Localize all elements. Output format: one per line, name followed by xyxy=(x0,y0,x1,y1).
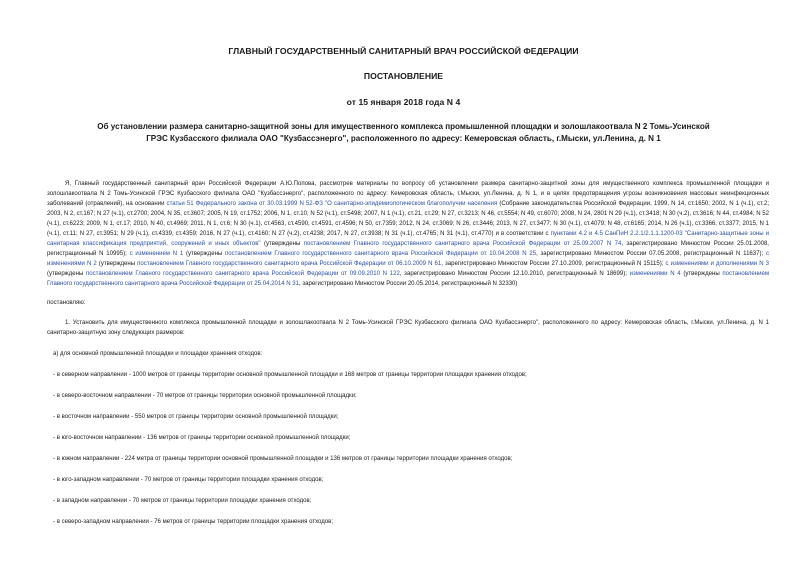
preamble-text: , зарегистрировано Минюстом России 07.05.2008, регистрационный N 11637); xyxy=(536,250,766,257)
document-title: Об установлении размера санитарно-защитной зоны для имущественного комплекса промышленной площадки и золошлакоотвала N 2 Томь-Усинской ГРЭС Кузбасского филиала ОАО "Кузбассэнерго", расположенного по адресу: Кемеровская область, г.Мыски, ул.Ленина, д. N 1 xyxy=(97,122,710,144)
document-type: ПОСТАНОВЛЕНИЕ xyxy=(363,71,444,81)
list-item: - в юго-восточном направлении - 136 метров от границы территории основной промышленной площадки; xyxy=(53,435,351,442)
clause-1: 1. Установить для имущественного комплекса промышленной площадки и золошлакоотвала N 2 Томь-Усинской ГРЭС Кузбасского филиала ОАО Кузбассэнерго", расположенного по адресу: Кемеровская область, г.Мыски, ул.Ленина, д. N 1 санитарно-защитную зону следующих размеров: xyxy=(47,320,769,337)
sanpin-link[interactable]: пунктами 4.2 и 4.5 СанПиН 2.2.1/2.1.1.1200-03 "Санитарно-защитные зоны и санитарная классификация предприятий, сооружений и иных объектов" xyxy=(47,230,769,247)
preamble-text: (Собрание законодательства Российской Федерации, 1999, N 14, ст.1650; 2002, N 1 (ч.1), ст.2; 2003, N 2, ст.167; N 27 (ч.1), ст.2700; 2004, N 35, ст.3607; 2005, N 19, ст.1752; 2006, N 1, ст.10; N 52 (ч.1), ст.5498; 2007, N 1 (ч.1), ст.21, ст.29; N 27, ст.3213; N 46, ст.5554; N 49, ст.6070; 2008, N 24, 2801 N 29 (ч.1), ст.3418; N 30 (ч.2), ст.3616; N 44, ст.4984; N 52 (ч.1), ст.6223; 2009, N 1, ст.17; 2010, N 40, ст.4969; 2011, N 1, ст.6; N 30 (ч.1), ст.4563, ст.4590, ст.4591, ст.4596; N 50, ст.7359; 2012, N 24, ст.3069; N 26, ст.3446; 2013, N 27, ст.3477; N 30 (ч.1), ст.4079; N 48, ст.6165; 2014, N 26 (ч.1), ст.3366, ст.3377; 2015, N 1 (ч.1), ст.11; N 27, ст.3951; N 29 (ч.1), ст.4339, ст.4359; 2016, N 27 (ч.1), ст.4160; N 27 (ч.2), ст.4238; 2017, N 27, ст.3938; N 31 (ч.1), ст.4765; N 31 (ч.1), ст.4770) и в соответствии с xyxy=(47,200,770,237)
list-item: - в юго-западном направлении - 70 метров от границы территории площадки хранения отходов; xyxy=(53,477,324,484)
document-body xyxy=(47,180,769,528)
issuer-heading: ГЛАВНЫЙ ГОСУДАРСТВЕННЫЙ САНИТАРНЫЙ ВРАЧ РОССИЙСКОЙ ФЕДЕРАЦИИ xyxy=(228,46,579,56)
preamble-text: Я, Главный государственный санитарный врач Российской Федерации А.Ю.Попова, рассмотрев материалы по вопросу об установлении размера санитарно-защитной зоны для имущественного комплекса промышленной площадки и золошлакоотвала N 2 Томь-Усинской ГРЭС Кузбасского филиала ОАО "Кузбассэнерго", расположенного по адресу: Кемеровская область, г.Мыски, ул.Ленина, д. N 1, и в целях предотвращения угрозы возникновения массовых неинфекционных заболеваний (отравлений), на основании xyxy=(47,181,769,207)
list-item: - в южном направлении - 224 метра от границы территории основной промышленной площадки и 136 метров от границы территории площадки хранения отходов; xyxy=(53,456,513,463)
list-item: - в северном направлении - 1000 метров от границы территории основной промышленной площадки и 168 метров от границы территории площадки хранения отходов; xyxy=(53,372,527,379)
list-item: - в западном направлении - 70 метров от границы территории площадки хранения отходов; xyxy=(53,498,312,505)
resolution-link[interactable]: постановлением Главного государственного санитарного врача Российской Федерации от 25.09.2007 N 74 xyxy=(303,240,622,247)
resolution-link[interactable]: постановлением Главного государственного санитарного врача Российской Федерации от 25.04.2014 N 31 xyxy=(47,270,769,287)
preamble-text: (утверждены xyxy=(680,270,723,277)
amendment-link[interactable]: с изменениями и дополнениями N 3 xyxy=(665,260,769,267)
resolution-link[interactable]: постановлением Главного государственного санитарного врача Российской Федерации от 09.09.2010 N 122 xyxy=(86,270,400,277)
law-link[interactable]: статьи 51 Федерального закона от 30.03.1999 N 52-ФЗ "О санитарно-эпидемиологическом благополучии населения xyxy=(166,200,498,207)
subclause-a: а) для основной промышленной площадки и площадки хранения отходов: xyxy=(53,351,263,358)
resolution-link[interactable]: постановлением Главного государственного санитарного врача Российской Федерации от 06.10.2009 N 61 xyxy=(137,260,442,267)
preamble-text: , зарегистрировано Минюстом России 27.10.2009, регистрационный N 15115); xyxy=(441,260,666,267)
amendment-link[interactable]: изменениями N 4 xyxy=(629,270,681,277)
preamble-text: (утверждены xyxy=(260,240,304,247)
amendment-link[interactable]: с изменениями N 2 xyxy=(47,250,769,267)
list-item: - в северо-западном направлении - 76 метров от границы территории площадки хранения отходов; xyxy=(53,518,334,525)
list-item: - в северо-восточном направлении - 70 метров от границы территории основной промышленной площадки; xyxy=(53,393,357,400)
resolve-word: постановляю: xyxy=(47,300,86,307)
preamble-text: , зарегистрировано Минюстом России 20.05.2014, регистрационный N 32330) xyxy=(299,280,518,287)
resolution-link[interactable]: постановлением Главного государственного санитарного врача Российской Федерации от 10.04.2008 N 25 xyxy=(225,250,537,257)
list-item: - в восточном направлении - 550 метров от границы территории основной промышленной площадки; xyxy=(53,414,339,421)
preamble-text: , зарегистрировано Минюстом России 25.01.2008, регистрационный N 10995); xyxy=(47,240,769,257)
preamble-paragraph xyxy=(47,180,769,289)
preamble-text: (утверждены xyxy=(96,260,138,267)
preamble-text: (утверждены xyxy=(183,250,226,257)
preamble-text: , зарегистрировано Минюстом России 12.10.2010, регистрационный N 18699); xyxy=(399,270,630,277)
document-date-number: от 15 января 2018 года N 4 xyxy=(346,97,461,107)
preamble-text: (утверждены xyxy=(47,270,86,277)
amendment-link[interactable]: с изменением N 1 xyxy=(129,250,184,257)
